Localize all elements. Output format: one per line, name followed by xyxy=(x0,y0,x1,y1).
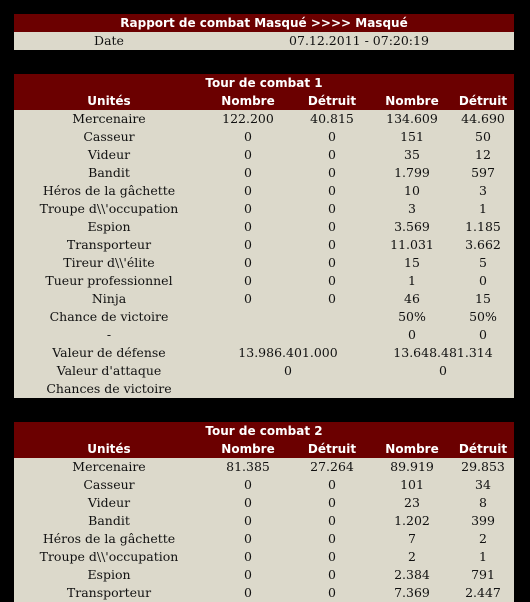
unit-name: Videur xyxy=(87,495,131,510)
attacker-destroyed: 0 xyxy=(328,255,336,270)
defender-count: 11.031 xyxy=(390,237,434,252)
attacker-destroyed: 0 xyxy=(328,201,336,216)
chances-label: Chances de victoire xyxy=(46,381,172,396)
attacker-count: 0 xyxy=(244,273,252,288)
defender-destroyed: 597 xyxy=(471,165,495,180)
table-row xyxy=(14,218,514,236)
date-value: 07.12.2011 - 07:20:19 xyxy=(289,33,429,48)
attack-row xyxy=(14,362,514,380)
unit-name: Ninja xyxy=(91,291,127,306)
unit-name: Tueur professionnel xyxy=(45,273,173,288)
attacker-count: 0 xyxy=(244,255,252,270)
column-header-row xyxy=(14,440,514,458)
attacker-count: 81.385 xyxy=(226,459,270,474)
attacker-destroyed: 0 xyxy=(328,549,336,564)
attacker-destroyed: 0 xyxy=(328,147,336,162)
dash-v4: 0 xyxy=(479,327,487,342)
chance-label: Chance de victoire xyxy=(49,309,169,324)
defender-count: 1 xyxy=(408,273,416,288)
round-title: Tour de combat 1 xyxy=(14,74,514,92)
defense-row xyxy=(14,344,514,362)
defender-count: 35 xyxy=(404,147,420,162)
table-row xyxy=(14,566,514,584)
unit-name: Troupe d\\'occupation xyxy=(39,201,179,216)
defender-count: 2 xyxy=(408,549,416,564)
defense-defender: 13.648.481.314 xyxy=(393,345,493,360)
attacker-count: 122.200 xyxy=(222,111,274,126)
attacker-count: 0 xyxy=(244,147,252,162)
defense-attacker: 13.986.401.000 xyxy=(238,345,338,360)
table-row xyxy=(14,494,514,512)
attack-attacker: 0 xyxy=(284,363,292,378)
table-row xyxy=(14,110,514,128)
attacker-destroyed: 0 xyxy=(328,495,336,510)
unit-name: Troupe d\\'occupation xyxy=(39,549,179,564)
attacker-destroyed: 0 xyxy=(328,567,336,582)
col-units: Unités xyxy=(87,94,131,108)
defender-count: 134.609 xyxy=(386,111,438,126)
defender-count: 23 xyxy=(404,495,420,510)
table-row xyxy=(14,548,514,566)
attacker-count: 0 xyxy=(244,291,252,306)
attacker-count: 0 xyxy=(244,219,252,234)
table-row xyxy=(14,530,514,548)
col-detruit-attacker: Détruit xyxy=(307,442,357,456)
unit-name: Bandit xyxy=(88,165,130,180)
attacker-count: 0 xyxy=(244,201,252,216)
dash-row xyxy=(14,326,514,344)
defender-destroyed: 1.185 xyxy=(465,219,501,234)
unit-name: Casseur xyxy=(83,477,135,492)
defender-destroyed: 791 xyxy=(471,567,495,582)
table-row xyxy=(14,458,514,476)
attacker-destroyed: 0 xyxy=(328,237,336,252)
defender-destroyed: 12 xyxy=(475,147,491,162)
defender-count: 10 xyxy=(404,183,420,198)
defender-destroyed: 0 xyxy=(479,273,487,288)
defender-count: 2.384 xyxy=(394,567,430,582)
combat-round-2 xyxy=(14,422,514,602)
defender-count: 101 xyxy=(400,477,424,492)
unit-name: Héros de la gâchette xyxy=(42,183,176,198)
unit-name: Transporteur xyxy=(66,585,152,600)
col-detruit-defender: Détruit xyxy=(458,442,508,456)
attacker-destroyed: 0 xyxy=(328,585,336,600)
attacker-destroyed: 27.264 xyxy=(310,459,354,474)
defender-count: 1.202 xyxy=(394,513,430,528)
col-nombre-attacker: Nombre xyxy=(221,442,275,456)
defender-count: 151 xyxy=(400,129,424,144)
defender-count: 15 xyxy=(404,255,420,270)
unit-name: Videur xyxy=(87,147,131,162)
defender-destroyed: 44.690 xyxy=(461,111,505,126)
unit-name: Héros de la gâchette xyxy=(42,531,176,546)
unit-rows xyxy=(14,458,514,602)
chances-row xyxy=(14,380,514,398)
defender-count: 46 xyxy=(404,291,420,306)
attacker-count: 0 xyxy=(244,495,252,510)
defender-destroyed: 34 xyxy=(475,477,491,492)
table-row xyxy=(14,128,514,146)
unit-name: Bandit xyxy=(88,513,130,528)
attacker-count: 0 xyxy=(244,585,252,600)
defender-destroyed: 2 xyxy=(479,531,487,546)
defender-destroyed: 8 xyxy=(479,495,487,510)
unit-name: Casseur xyxy=(83,129,135,144)
table-row xyxy=(14,476,514,494)
table-row xyxy=(14,164,514,182)
attacker-destroyed: 0 xyxy=(328,165,336,180)
report-title: Rapport de combat Masqué >>>> Masqué xyxy=(14,14,514,32)
defender-destroyed: 1 xyxy=(479,201,487,216)
attacker-destroyed: 0 xyxy=(328,129,336,144)
defender-destroyed: 1 xyxy=(479,549,487,564)
date-label: Date xyxy=(94,33,124,48)
table-row xyxy=(14,512,514,530)
col-nombre-attacker: Nombre xyxy=(221,94,275,108)
report-header xyxy=(14,14,514,50)
defender-destroyed: 50 xyxy=(475,129,491,144)
round-body xyxy=(14,110,514,398)
defender-destroyed: 2.447 xyxy=(465,585,501,600)
table-row xyxy=(14,272,514,290)
column-header-row xyxy=(14,92,514,110)
combat-round-1 xyxy=(14,74,514,398)
defender-destroyed: 5 xyxy=(479,255,487,270)
defender-count: 89.919 xyxy=(390,459,434,474)
chance-defender-2: 50% xyxy=(469,309,497,324)
unit-name: Mercenaire xyxy=(72,459,146,474)
defense-label: Valeur de défense xyxy=(52,345,166,360)
defender-destroyed: 29.853 xyxy=(461,459,505,474)
defender-count: 7.369 xyxy=(394,585,430,600)
attacker-count: 0 xyxy=(244,513,252,528)
chance-defender: 50% xyxy=(398,309,426,324)
date-row xyxy=(14,32,514,50)
dash-v3: 0 xyxy=(408,327,416,342)
attack-defender: 0 xyxy=(439,363,447,378)
attacker-count: 0 xyxy=(244,183,252,198)
attacker-count: 0 xyxy=(244,237,252,252)
col-detruit-attacker: Détruit xyxy=(307,94,357,108)
table-row xyxy=(14,200,514,218)
chance-row xyxy=(14,308,514,326)
defender-destroyed: 15 xyxy=(475,291,491,306)
unit-rows xyxy=(14,110,514,308)
col-detruit-defender: Détruit xyxy=(458,94,508,108)
table-row xyxy=(14,236,514,254)
attacker-count: 0 xyxy=(244,129,252,144)
defender-count: 3 xyxy=(408,201,416,216)
defender-count: 1.799 xyxy=(394,165,430,180)
table-row xyxy=(14,254,514,272)
attacker-destroyed: 0 xyxy=(328,531,336,546)
col-nombre-defender: Nombre xyxy=(385,442,439,456)
attacker-destroyed: 0 xyxy=(328,513,336,528)
defender-count: 3.569 xyxy=(394,219,430,234)
attacker-count: 0 xyxy=(244,567,252,582)
table-row xyxy=(14,584,514,602)
table-row xyxy=(14,182,514,200)
unit-name: Mercenaire xyxy=(72,111,146,126)
defender-count: 7 xyxy=(408,531,416,546)
attacker-destroyed: 0 xyxy=(328,291,336,306)
col-units: Unités xyxy=(87,442,131,456)
attacker-count: 0 xyxy=(244,477,252,492)
col-nombre-defender: Nombre xyxy=(385,94,439,108)
unit-name: Espion xyxy=(87,219,131,234)
attacker-destroyed: 40.815 xyxy=(310,111,354,126)
attack-label: Valeur d'attaque xyxy=(56,363,162,378)
unit-name: Transporteur xyxy=(66,237,152,252)
dash-label: - xyxy=(106,327,112,342)
round-title: Tour de combat 2 xyxy=(14,422,514,440)
attacker-count: 0 xyxy=(244,531,252,546)
attacker-destroyed: 0 xyxy=(328,183,336,198)
defender-destroyed: 3 xyxy=(479,183,487,198)
defender-destroyed: 3.662 xyxy=(465,237,501,252)
attacker-count: 0 xyxy=(244,165,252,180)
unit-name: Tireur d\\'élite xyxy=(63,255,155,270)
attacker-destroyed: 0 xyxy=(328,477,336,492)
defender-destroyed: 399 xyxy=(471,513,495,528)
attacker-destroyed: 0 xyxy=(328,273,336,288)
attacker-count: 0 xyxy=(244,549,252,564)
table-row xyxy=(14,290,514,308)
round-body xyxy=(14,458,514,602)
unit-name: Espion xyxy=(87,567,131,582)
attacker-destroyed: 0 xyxy=(328,219,336,234)
table-row xyxy=(14,146,514,164)
